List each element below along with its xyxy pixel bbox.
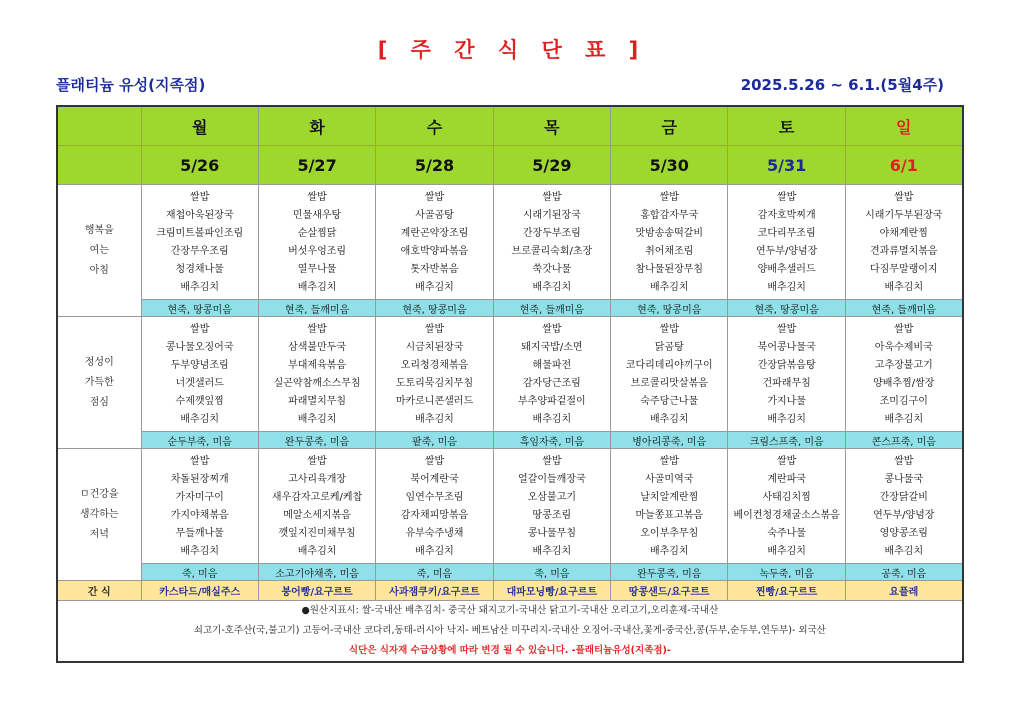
breakfast-label-line: 여는 [89, 244, 109, 256]
menu-item: 배추김치 [297, 546, 337, 557]
menu-item: 쌀밥 [307, 324, 327, 335]
menu-items [494, 185, 610, 299]
menu-item: 숙주나물 [767, 528, 806, 539]
corner-cell [57, 106, 141, 146]
day-cell: 화 [258, 106, 375, 146]
menu-item: 돼지국밥/소면 [521, 342, 583, 353]
menu-item: 참나물된장무침 [635, 264, 704, 275]
lunch-menu-cell [258, 317, 375, 432]
snack-cell: 땅콩샌드/요구르트 [611, 581, 728, 601]
porridge-cell: 공죽, 미음 [845, 564, 962, 581]
menu-item: 사태김치찜 [762, 492, 811, 503]
menu-item: 배추김치 [532, 546, 572, 557]
menu-item: 배추김치 [884, 414, 924, 425]
menu-item: 순살찜닭 [297, 228, 337, 239]
menu-item: 쌀밥 [190, 456, 210, 467]
menu-item: 해물파전 [532, 360, 572, 371]
menu-items [259, 449, 375, 563]
menu-item: 계란파국 [767, 474, 806, 485]
menu-items [728, 449, 844, 563]
menu-item: 영양콩조림 [879, 528, 928, 539]
breakfast-label [57, 185, 141, 317]
corner-cell [57, 146, 141, 185]
menu-item: 브로콜리맛살볶음 [630, 378, 708, 389]
date-header-row [57, 146, 963, 185]
menu-item: 가자미구이 [175, 492, 224, 503]
menu-item: 북어콩나물국 [757, 342, 816, 353]
menu-items [142, 449, 258, 563]
menu-item: 청경채나물 [175, 264, 224, 275]
menu-item: 새우감자고로케/케찹 [271, 492, 363, 503]
menu-item: 두부양념조림 [170, 360, 229, 371]
menu-item: 감자채피망볶음 [400, 510, 469, 521]
menu-items [728, 317, 844, 431]
menu-item: 배추김치 [532, 414, 572, 425]
weekly-menu-table [56, 105, 964, 663]
breakfast-menu-cell [611, 185, 728, 300]
date-cell: 5/30 [611, 146, 728, 185]
menu-item: 쌀밥 [190, 324, 210, 335]
snack-cell: 사과잼쿠키/요구르트 [376, 581, 493, 601]
menu-item: 땅콩조림 [532, 510, 572, 521]
menu-item: 쌀밥 [424, 456, 445, 467]
menu-item: 배추김치 [297, 282, 337, 293]
menu-item: 견과류멸치볶음 [869, 246, 938, 257]
menu-item: 가지나물 [767, 396, 806, 407]
day-cell: 금 [611, 106, 728, 146]
porridge-cell: 죽, 미음 [493, 564, 610, 581]
menu-item: 실곤약참깨소스무침 [273, 378, 361, 389]
menu-item: 홍합감자무국 [640, 210, 699, 221]
porridge-cell: 흑임자죽, 미음 [493, 432, 610, 449]
menu-items [494, 317, 610, 431]
menu-item: 오리청경채볶음 [400, 360, 469, 371]
snack-cell: 붕어빵/요구르트 [258, 581, 375, 601]
menu-item: 브로콜리숙회/초장 [511, 246, 593, 257]
day-cell: 목 [493, 106, 610, 146]
menu-item: 가지야채볶음 [170, 510, 229, 521]
menu-item: 배추김치 [180, 546, 220, 557]
menu-item: 시래기된장국 [522, 210, 581, 221]
date-cell: 5/26 [141, 146, 258, 185]
lunch-row [57, 317, 963, 432]
date-cell: 5/27 [258, 146, 375, 185]
day-header-row [57, 106, 963, 146]
menu-item: 양배추샐러드 [757, 264, 816, 275]
menu-item: 맛밤송송떡갈비 [635, 228, 704, 239]
menu-item: 톳자반볶음 [410, 264, 459, 275]
menu-item: 무들깨나물 [175, 528, 224, 539]
menu-items [494, 449, 610, 563]
menu-item: 배추김치 [767, 414, 806, 425]
menu-item: 고추장불고기 [874, 360, 933, 371]
porridge-cell: 현죽, 들깨미음 [845, 300, 962, 317]
menu-item: 유부숙주냉채 [405, 528, 464, 539]
snack-cell: 찐빵/요구르트 [728, 581, 845, 601]
menu-items [142, 317, 258, 431]
menu-item: 쌀밥 [307, 456, 327, 467]
menu-items [611, 185, 727, 299]
menu-item: 배추김치 [884, 546, 924, 557]
menu-item: 민물새우탕 [292, 210, 342, 221]
menu-item: 콩나물무침 [527, 528, 577, 539]
menu-item: 간장두부조림 [522, 228, 581, 239]
menu-item: 쌀밥 [894, 324, 914, 335]
menu-item: 부추양파겉절이 [518, 396, 586, 407]
porridge-cell: 죽, 미음 [376, 564, 493, 581]
lunch-menu-cell [376, 317, 493, 432]
day-cell: 일 [845, 106, 962, 146]
menu-items [376, 449, 492, 563]
menu-item: 고사리육개장 [288, 474, 347, 485]
menu-item: 열무나물 [297, 264, 337, 275]
menu-item: 사골곰탕 [415, 210, 454, 221]
menu-item: 배추김치 [649, 414, 689, 425]
dinner-menu-cell [611, 449, 728, 564]
menu-item: 북어계란국 [410, 474, 459, 485]
menu-item: 쌀밥 [776, 192, 797, 203]
lunch-menu-cell [141, 317, 258, 432]
menu-items [259, 185, 375, 299]
porridge-cell: 현죽, 땅콩미음 [611, 300, 728, 317]
breakfast-label-line: 행복을 [84, 224, 114, 236]
origin-notice [57, 601, 963, 663]
porridge-cell: 죽, 미음 [141, 564, 258, 581]
menu-item: 간장무우조림 [170, 246, 229, 257]
menu-items [142, 185, 258, 299]
menu-item: 쌀밥 [424, 192, 445, 203]
menu-item: 쌀밥 [307, 192, 327, 203]
dinner-menu-cell [376, 449, 493, 564]
menu-item: 날치알계란찜 [640, 492, 699, 503]
menu-item: 감자호박찌개 [757, 210, 816, 221]
porridge-cell: 완두콩죽, 미음 [611, 564, 728, 581]
menu-change-notice: 식단은 식자재 수급상황에 따라 변경 될 수 있습니다. -플래티늄유성(지족점)- [348, 645, 671, 656]
lunch-menu-cell [611, 317, 728, 432]
menu-item: 오삼불고기 [527, 492, 577, 503]
menu-item: 쑥갓나물 [532, 264, 572, 275]
dinner-label-line: 생각하는 [79, 508, 119, 520]
porridge-cell: 현죽, 들깨미음 [493, 300, 610, 317]
origin-line-2: 쇠고기-호주산(국,불고기) 고등어-국내산 코다리,동태-러시아 낙지- 베트남산 미꾸리지-국내산 오징어-국내산,꽃게-중국산,콩(두부,순두부,연두부)- 외국산 [193, 625, 826, 636]
menu-item: 계란곤약장조림 [400, 228, 469, 239]
porridge-cell: 완두콩죽, 미음 [258, 432, 375, 449]
day-cell: 수 [376, 106, 493, 146]
menu-item: 쌀밥 [659, 456, 679, 467]
lunch-menu-cell [728, 317, 845, 432]
dinner-label-line: ㅁ건강을 [79, 488, 119, 500]
menu-item: 시금치된장국 [405, 342, 464, 353]
menu-item: 감자당근조림 [522, 378, 581, 389]
menu-items [376, 185, 492, 299]
porridge-cell: 소고기야채죽, 미음 [258, 564, 375, 581]
menu-item: 코다리데리야끼구이 [625, 360, 713, 371]
menu-item: 배추김치 [415, 282, 454, 293]
menu-item: 쌀밥 [542, 324, 562, 335]
menu-item: 조미김구이 [879, 396, 928, 407]
lunch-porridge-row [57, 432, 963, 449]
porridge-cell: 현죽, 땅콩미음 [728, 300, 845, 317]
dinner-menu-cell [728, 449, 845, 564]
footer-row [57, 601, 963, 663]
menu-item: 연두부/양념장 [755, 246, 818, 257]
menu-item: 시래기두부된장국 [865, 210, 943, 221]
snack-label: 간 식 [57, 581, 141, 601]
menu-item: 배추김치 [180, 282, 220, 293]
breakfast-row [57, 185, 963, 300]
menu-items [728, 185, 844, 299]
snack-cell: 카스타드/매실주스 [141, 581, 258, 601]
lunch-menu-cell [493, 317, 610, 432]
menu-item: 배추김치 [884, 282, 924, 293]
branch-name: 플래티늄 유성(지족점) [56, 76, 206, 94]
menu-item: 얼갈이들깨장국 [518, 474, 586, 485]
lunch-label-line: 가득한 [84, 376, 114, 388]
menu-item: 닭곰탕 [654, 342, 684, 353]
menu-item: 쌀밥 [894, 192, 914, 203]
menu-item: 다짐무말랭이지 [869, 264, 938, 275]
menu-item: 삼색불만두국 [288, 342, 347, 353]
lunch-label-line: 점심 [89, 396, 109, 408]
porridge-cell: 현죽, 들깨미음 [258, 300, 375, 317]
menu-item: 콩나물국 [884, 474, 924, 485]
dinner-label-line: 저녁 [89, 528, 109, 540]
snack-cell: 대파모닝빵/요구르트 [493, 581, 610, 601]
menu-items [611, 449, 727, 563]
dinner-label [57, 449, 141, 581]
menu-item: 쌀밥 [894, 456, 914, 467]
menu-item: 건파래무침 [762, 378, 811, 389]
menu-item: 수제깻잎찜 [175, 396, 224, 407]
menu-item: 파래멸치무침 [288, 396, 347, 407]
menu-item: 임연수무조림 [405, 492, 464, 503]
dinner-menu-cell [258, 449, 375, 564]
dinner-menu-cell [141, 449, 258, 564]
menu-item: 배추김치 [767, 282, 806, 293]
porridge-cell: 콘스프죽, 미음 [845, 432, 962, 449]
menu-item: 부대제육볶음 [288, 360, 347, 371]
dinner-row [57, 449, 963, 564]
breakfast-menu-cell [376, 185, 493, 300]
porridge-cell: 순두부죽, 미음 [141, 432, 258, 449]
menu-item: 쌀밥 [659, 324, 679, 335]
menu-item: 배추김치 [649, 282, 689, 293]
menu-items [259, 317, 375, 431]
menu-item: 쌀밥 [542, 456, 562, 467]
menu-item: 배추김치 [649, 546, 689, 557]
menu-item: 베이컨청경채굴소스볶음 [733, 510, 840, 521]
breakfast-label-line: 아침 [89, 264, 109, 276]
porridge-cell: 병아리콩죽, 미음 [611, 432, 728, 449]
menu-items [846, 317, 962, 431]
menu-item: 도토리묵김치무침 [395, 378, 474, 389]
menu-item: 깻잎지진미채무침 [278, 528, 356, 539]
dinner-porridge-row [57, 564, 963, 581]
day-cell: 토 [728, 106, 845, 146]
menu-item: 오이부추무침 [640, 528, 699, 539]
porridge-cell: 팥죽, 미음 [376, 432, 493, 449]
menu-item: 숙주당근나물 [640, 396, 699, 407]
menu-item: 간장닭갈비 [879, 492, 928, 503]
breakfast-menu-cell [728, 185, 845, 300]
menu-item: 양배추찜/쌈장 [873, 378, 935, 389]
snack-row [57, 581, 963, 601]
menu-item: 마카로니콘샐러드 [395, 396, 474, 407]
snack-cell: 요플레 [845, 581, 962, 601]
menu-item: 배추김치 [297, 414, 337, 425]
breakfast-menu-cell [493, 185, 610, 300]
breakfast-menu-cell [141, 185, 258, 300]
menu-item: 마늘쫑표고볶음 [635, 510, 704, 521]
menu-item: 쌀밥 [776, 324, 797, 335]
porridge-cell: 녹두죽, 미음 [728, 564, 845, 581]
menu-period: 2025.5.26 ~ 6.1.(5월4주) [740, 76, 944, 94]
porridge-cell: 현죽, 땅콩미음 [376, 300, 493, 317]
page-title: [ 주 간 식 단 표 ] [377, 38, 647, 62]
menu-item: 재첩아욱된장국 [165, 210, 234, 221]
menu-item: 사골미역국 [645, 474, 694, 485]
date-cell: 5/29 [493, 146, 610, 185]
dinner-menu-cell [845, 449, 962, 564]
lunch-label-line: 정성이 [84, 356, 114, 368]
menu-items [846, 449, 962, 563]
menu-items [846, 185, 962, 299]
breakfast-menu-cell [258, 185, 375, 300]
menu-item: 배추김치 [415, 414, 454, 425]
menu-item: 콩나물오징어국 [165, 342, 234, 353]
menu-item: 쌀밥 [190, 192, 210, 203]
menu-item: 쌀밥 [424, 324, 445, 335]
menu-items [611, 317, 727, 431]
menu-item: 버섯우엉조림 [288, 246, 347, 257]
dinner-menu-cell [493, 449, 610, 564]
menu-item: 배추김치 [767, 546, 806, 557]
menu-item: 간장닭볶음탕 [757, 360, 816, 371]
menu-item: 연두부/양념장 [873, 510, 935, 521]
menu-item: 애호박양파볶음 [400, 246, 469, 257]
breakfast-porridge-row [57, 300, 963, 317]
menu-item: 크림미트볼파인조림 [156, 228, 244, 239]
day-cell: 월 [141, 106, 258, 146]
date-cell: 6/1 [845, 146, 962, 185]
menu-item: 너겟샐러드 [175, 378, 224, 389]
menu-item: 쌀밥 [659, 192, 679, 203]
menu-item: 배추김치 [415, 546, 454, 557]
origin-line-1: ●원산지표시: 쌀-국내산 배추김치- 중국산 돼지고기-국내산 닭고기-국내산 오리고기,오리훈제-국내산 [301, 605, 719, 616]
date-cell: 5/31 [728, 146, 845, 185]
menu-item: 메알소세지볶음 [283, 510, 351, 521]
menu-item: 쌀밥 [542, 192, 562, 203]
porridge-cell: 크림스프죽, 미음 [728, 432, 845, 449]
menu-item: 차돌된장찌개 [170, 474, 229, 485]
breakfast-menu-cell [845, 185, 962, 300]
menu-items [376, 317, 492, 431]
porridge-cell: 현죽, 땅콩미음 [141, 300, 258, 317]
menu-item: 코다리무조림 [757, 228, 816, 239]
menu-item: 아욱수제비국 [874, 342, 933, 353]
menu-item: 쌀밥 [776, 456, 797, 467]
menu-item: 취어채조림 [645, 246, 694, 257]
lunch-label [57, 317, 141, 449]
menu-item: 야채계란찜 [879, 228, 928, 239]
menu-item: 배추김치 [180, 414, 220, 425]
lunch-menu-cell [845, 317, 962, 432]
date-cell: 5/28 [376, 146, 493, 185]
menu-item: 배추김치 [532, 282, 572, 293]
